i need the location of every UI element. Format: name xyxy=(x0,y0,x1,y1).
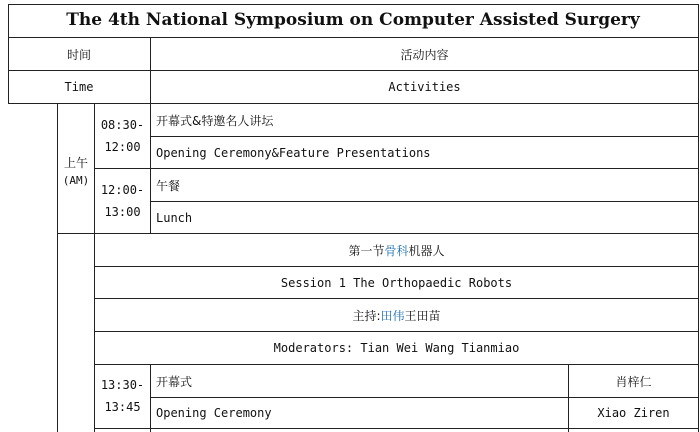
am-label-en: (AM) xyxy=(62,174,90,187)
moderator-cn-a: 主持: xyxy=(352,308,381,323)
activity-en: Opening Ceremony xyxy=(156,406,272,420)
header-activities-cn: 活动内容 xyxy=(400,47,449,62)
moderator-cn-hl: 田伟 xyxy=(380,308,405,323)
time-start: 08:30- xyxy=(100,118,145,132)
session-title-cn-b: 机器人 xyxy=(408,243,445,258)
session-title-en: Session 1 The Orthopaedic Robots xyxy=(280,275,513,290)
activity-en: Opening Ceremony&Feature Presentations xyxy=(156,145,431,160)
speaker-en: Xiao Ziren xyxy=(597,406,670,420)
session-moderator-en: Moderators: Tian Wei Wang Tianmiao xyxy=(273,341,520,355)
time-end: 13:00 xyxy=(104,205,141,219)
time-slot xyxy=(95,104,150,168)
time-slot xyxy=(95,365,150,427)
am-label-cn: 上午 xyxy=(63,156,88,170)
activity-cn: 午餐 xyxy=(156,178,181,193)
time-end: 12:00 xyxy=(104,140,141,154)
session-title-cn xyxy=(95,234,698,266)
time-end: 13:45 xyxy=(104,400,141,414)
am-label xyxy=(58,140,94,200)
activity-cn: 开幕式 xyxy=(156,374,193,389)
time-start: 13:30- xyxy=(100,378,145,392)
time-start: 12:00- xyxy=(100,183,145,197)
header-time-en: Time xyxy=(64,80,94,94)
page-title: The 4th National Symposium on Computer Assisted Surgery xyxy=(66,10,640,30)
activity-en: Lunch xyxy=(156,210,193,225)
session-title-cn-a: 第一节 xyxy=(348,243,385,258)
session-title-cn-hl: 骨科 xyxy=(384,243,409,258)
session-moderator-cn xyxy=(95,299,698,331)
speaker-cn: 肖梓仁 xyxy=(615,374,652,389)
time-slot xyxy=(95,169,150,233)
activity-cn: 开幕式&特邀名人讲坛 xyxy=(156,113,274,128)
header-activities-en: Activities xyxy=(388,80,461,94)
header-time-cn: 时间 xyxy=(66,47,91,62)
moderator-cn-b: 王田苗 xyxy=(404,308,441,323)
